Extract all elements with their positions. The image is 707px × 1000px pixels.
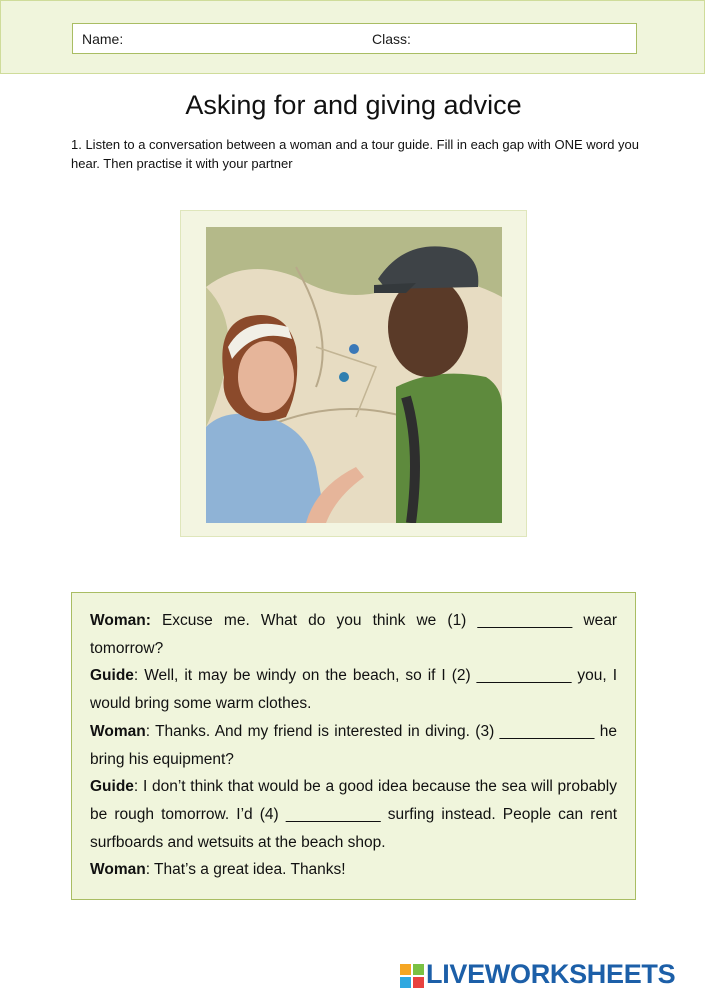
- page-title: Asking for and giving advice: [185, 90, 522, 120]
- dialogue-line-3: [90, 718, 617, 773]
- liveworksheets-logo-icon: [400, 964, 424, 988]
- dialogue-line-5: [90, 856, 617, 884]
- header-band: [0, 0, 705, 74]
- speaker-label: Woman:: [90, 612, 151, 629]
- logo-square-e: [413, 977, 424, 988]
- name-label: Name:: [82, 31, 124, 47]
- dialogue-text: : That’s a great idea. Thanks!: [145, 861, 346, 879]
- dialogue-text: : Well, it may be windy on the beach, so if I (2) ___________ you, I would bring some warm clothes.: [90, 667, 617, 713]
- illustration-woman-and-tour-guide: [180, 210, 527, 537]
- brand-name: LIVEWORKSHEETS: [426, 959, 676, 989]
- dialogue-line-1: [90, 607, 617, 662]
- name-class-box: [72, 23, 637, 54]
- speaker-label: Guide: [90, 778, 134, 796]
- speaker-label: Woman: [90, 861, 146, 879]
- logo-square-l: [400, 964, 411, 975]
- speaker-label: Guide: [90, 667, 134, 685]
- class-label: Class:: [372, 31, 411, 47]
- logo-square-i: [413, 964, 424, 975]
- map-conversation-image: [206, 227, 502, 523]
- speaker-label: Woman: [90, 722, 146, 740]
- dialogue-text: Excuse me. What do you think we (1) ___________ wear tomorrow?: [90, 612, 617, 657]
- dialogue-box: [71, 592, 636, 900]
- dialogue-line-2: [90, 662, 617, 717]
- dialogue-line-4: [90, 773, 617, 856]
- instructions: 1. Listen to a conversation between a woman and a tour guide. Fill in each gap with ONE word you hear. Then practise it with your partner: [71, 137, 639, 171]
- logo-square-v: [400, 977, 411, 988]
- liveworksheets-brand: [400, 958, 700, 994]
- dialogue-text: : Thanks. And my friend is interested in diving. (3) ___________ he bring his equipment?: [90, 722, 617, 768]
- dialogue-text: : I don’t think that would be a good idea because the sea will probably be rough tomorrow. I’d (4) ___________ surfing instead. People can rent surfboards and wetsuits at the beach shop.: [90, 778, 617, 851]
